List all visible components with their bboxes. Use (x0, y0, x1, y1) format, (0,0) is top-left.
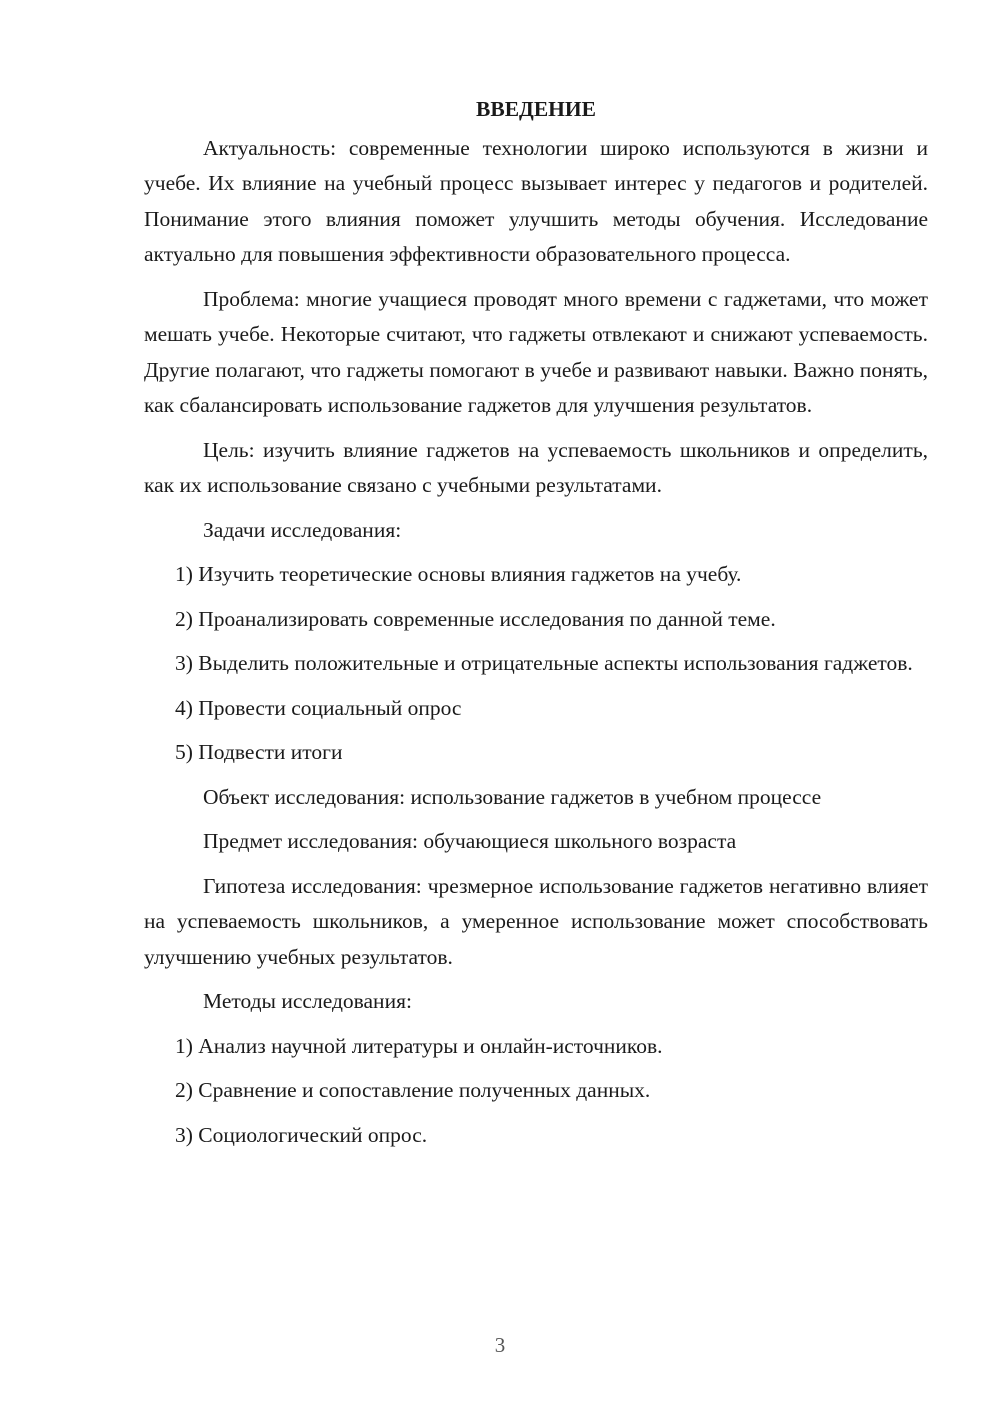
list-item-method-2: 2) Сравнение и сопоставление полученных данных. (175, 1078, 651, 1102)
section-heading: ВВЕДЕНИЕ (476, 97, 596, 121)
paragraph-goal: Цель: изучить влияние гаджетов на успеваемость школьников и определить, как их использование связано с учебными результатами. (144, 437, 928, 497)
paragraph-methods-heading: Методы исследования: (203, 989, 412, 1013)
page-content (144, 92, 928, 1162)
list-item-task-4: 4) Провести социальный опрос (175, 695, 462, 720)
paragraph-object: Объект исследования: использование гаджетов в учебном процессе (203, 784, 822, 809)
list-item-task-1: 1) Изучить теоретические основы влияния гаджетов на учебу. (175, 562, 742, 586)
paragraph-problem: Проблема: многие учащиеся проводят много времени с гаджетами, что может мешать учебе. Некоторые считают, что гаджеты отвлекают и снижают успеваемость. Другие полагают, что гаджеты помогают в учебе и развивают навыки. Важно понять, как сбалансировать использование гаджетов для улучшения результатов. (144, 286, 928, 417)
paragraph-tasks-heading: Задачи исследования: (203, 517, 402, 542)
list-item-task-2: 2) Проанализировать современные исследования по данной теме. (175, 606, 776, 631)
list-item-task-5: 5) Подвести итоги (175, 740, 343, 764)
paragraph-relevance: Актуальность: современные технологии широко используются в жизни и учебе. Их влияние на учебный процесс вызывает интерес у педагогов и родителей. Понимание этого влияния поможет улучшить методы обучения. Исследование актуально для повышения эффективности образовательного процесса. (144, 135, 928, 266)
list-item-method-1: 1) Анализ научной литературы и онлайн-источников. (175, 1033, 663, 1058)
paragraph-hypothesis: Гипотеза исследования: чрезмерное использование гаджетов негативно влияет на успеваемость школьников, а умеренное использование может способствовать улучшению учебных результатов. (144, 873, 928, 969)
list-item-task-3: 3) Выделить положительные и отрицательные аспекты использования гаджетов. (175, 651, 913, 675)
list-item-method-3: 3) Социологический опрос. (175, 1122, 428, 1147)
paragraph-subject: Предмет исследования: обучающиеся школьного возраста (203, 829, 737, 853)
page-number: 3 (494, 1333, 506, 1357)
